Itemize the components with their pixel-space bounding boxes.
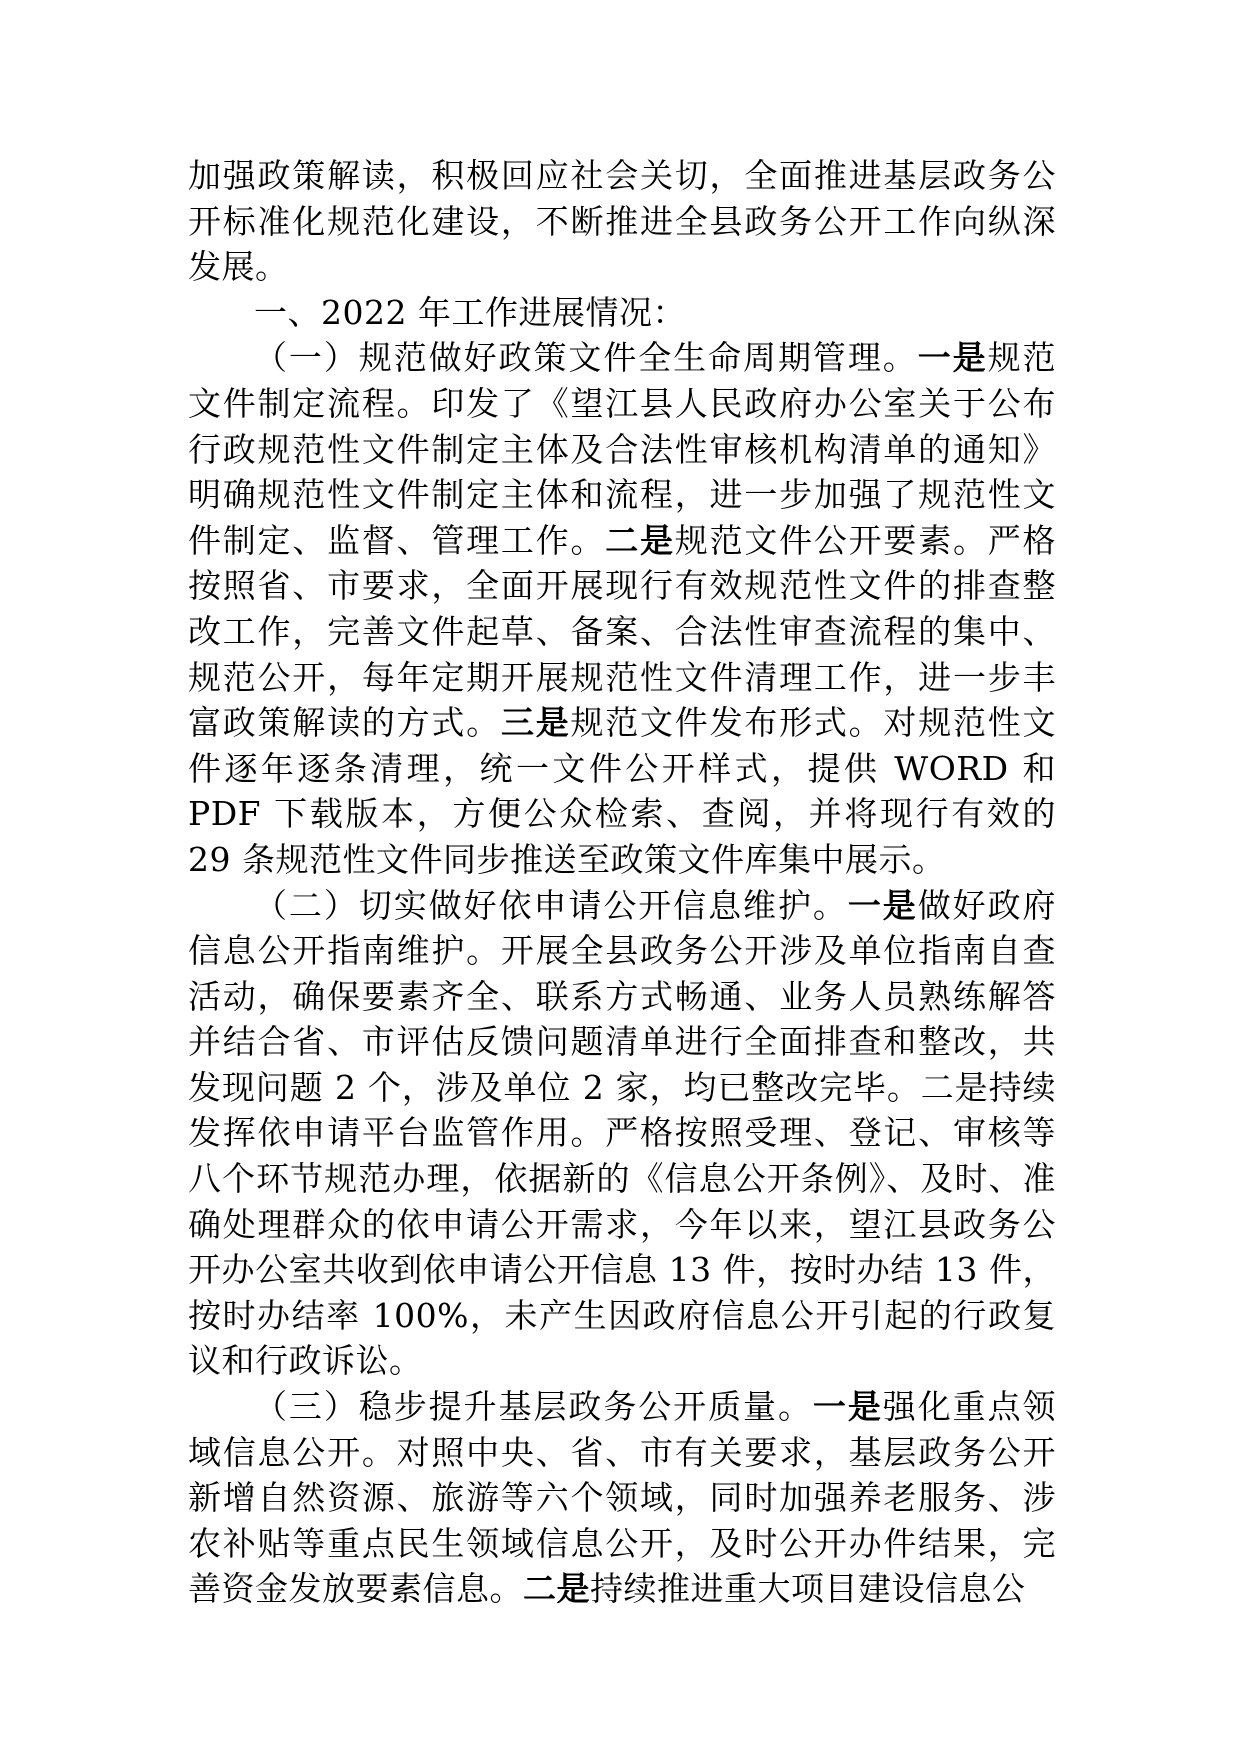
lead-third: 三是 (500, 703, 571, 743)
paragraph-text: 持续推进重大项目建设信息公 (590, 1569, 1026, 1609)
lead-second: 二是 (523, 1569, 590, 1609)
subsection-title: （三）稳步提升基层政务公开质量。 (254, 1387, 813, 1427)
document-body (188, 153, 1056, 1612)
lead-second: 二是 (605, 520, 675, 560)
paragraph-information-requests (188, 883, 1056, 1385)
section-heading: 一、2022 年工作进展情况： (254, 292, 686, 332)
paragraph-intro: 加强政策解读，积极回应社会关切，全面推进基层政务公开标准化规范化建设，不断推进全县政务公开工作向纵深发展。 (188, 156, 1056, 287)
paragraph-text: 规范文件公开要素。严格按照省、市要求，全面开展现行有效规范性文件的排查整改工作，完善文件起草、备案、合法性审查流程的集中、规范公开，每年定期开展规范性文件清理工作，进一步丰富政策解读的方式。 (188, 520, 1057, 743)
paragraph-text: 规范文件制定流程。印发了《望江县人民政府办公室关于公布行政规范性文件制定主体及合法性审核机构清单的通知》明确规范性文件制定主体和流程，进一步加强了规范性文件制定、监督、管理工作。 (188, 338, 1057, 560)
lead-first: 一是 (812, 1387, 883, 1427)
paragraph-grassroots-disclosure (188, 1384, 1056, 1612)
lead-first: 一是 (917, 338, 988, 378)
paragraph-text: 做好政府信息公开指南维护。开展全县政务公开涉及单位指南自查活动，确保要素齐全、联系方式畅通、业务人员熟练解答并结合省、市评估反馈问题清单进行全面排查和整改，共发现问题 2 个，涉及单位 2 家，均已整改完毕。二是持续发挥依申请平台监管作用。严格按照受理、登记、审核等八个环节规范办理，依据新的《信息公开条例》、及时、准确处理群众的依申请公开需求，今年以来，望江县政务公开办公室共收到依申请公开信息 13 件，按时办结 13 件，按时办结率 100%，未产生因政府信息公开引起的行政复议和行政诉讼。 (188, 885, 1057, 1381)
lead-first: 一是 (847, 885, 918, 925)
subsection-title: （二）切实做好依申请公开信息维护。 (254, 885, 848, 925)
paragraph-policy-documents (188, 335, 1056, 882)
paragraph-text: 强化重点领域信息公开。对照中央、省、市有关要求，基层政务公开新增自然资源、旅游等六个领域，同时加强养老服务、涉农补贴等重点民生领域信息公开，及时公开办件结果，完善资金发放要素信息。 (188, 1387, 1057, 1609)
paragraph-text: 规范文件发布形式。对规范性文件逐年逐条清理，统一文件公开样式，提供 WORD 和 PDF 下载版本，方便公众检索、查阅，并将现行有效的 29 条规范性文件同步推送至政策文件库集中展示。 (188, 703, 1057, 879)
subsection-title: （一）规范做好政策文件全生命周期管理。 (254, 338, 918, 378)
